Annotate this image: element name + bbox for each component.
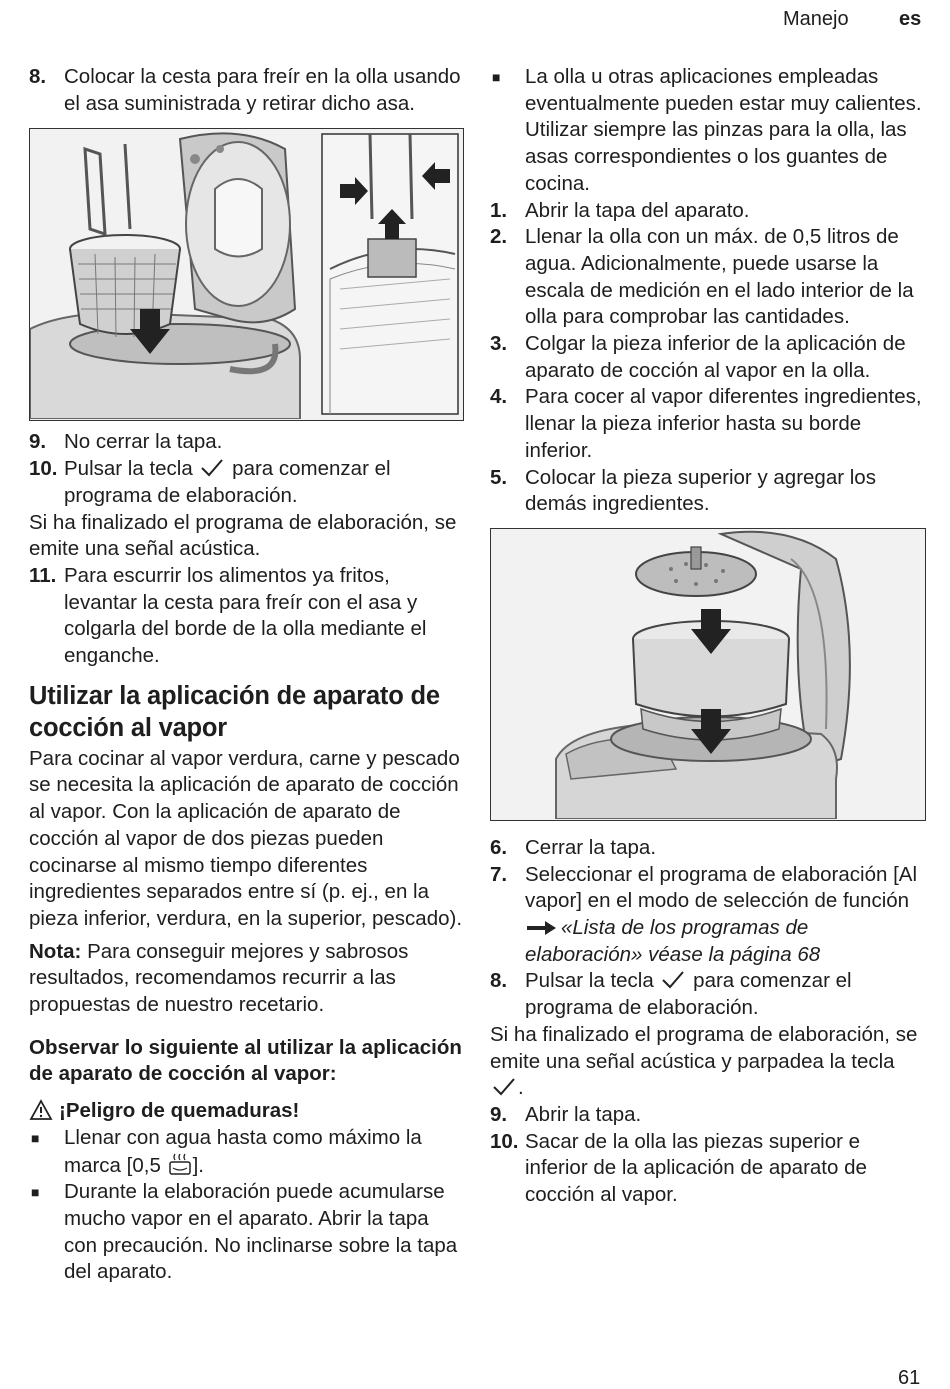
checkmark-key-icon	[198, 458, 226, 478]
bullet-text-post: ].	[192, 1153, 204, 1177]
steam-mark-icon	[167, 1152, 193, 1176]
step-text-pre: Pulsar la tecla	[525, 969, 654, 993]
checkmark-key-icon	[490, 1077, 518, 1097]
bullet-hot-parts	[490, 64, 926, 198]
completion-paragraph-right	[490, 1022, 926, 1102]
bullet-mark: ■	[492, 69, 501, 85]
note-paragraph	[29, 939, 464, 1019]
step-number: 1.	[490, 198, 508, 222]
step-number: 8.	[29, 65, 47, 88]
para-text-post: .	[518, 1076, 524, 1100]
step-text: Llenar la olla con un máx. de 0,5 litros de agua. Adicionalmente, puede usarse la escala de medición en el lado interior de la olla para comprobar las cantidades.	[525, 225, 914, 329]
fryer-basket-illustration	[29, 128, 464, 421]
danger-warning	[29, 1098, 464, 1125]
step-number: 2.	[490, 225, 508, 249]
bullet-text: La olla u otras aplicaciones empleadas eventualmente pueden estar muy calientes. Utilizar siempre las pinzas para la olla, las asas correspondientes o los guantes de cocina.	[525, 65, 922, 195]
header-section-title: Manejo	[783, 8, 849, 30]
bullet-mark: ■	[31, 1129, 40, 1146]
step-5-right	[490, 465, 926, 518]
step-text: Cerrar la tapa.	[525, 835, 657, 859]
step-text: Colocar la pieza superior y agregar los demás ingredientes.	[525, 465, 876, 516]
note-text: Para conseguir mejores y sabrosos resultados, recomendamos recurrir a las propuestas de nuestro recetario.	[29, 939, 409, 1017]
step-text-post: para comenzar el programa de elaboración.	[525, 969, 852, 1020]
step-8-left	[29, 64, 464, 117]
arrow-right-icon	[527, 921, 557, 935]
step-text: Para cocer al vapor diferentes ingredientes, llenar la pieza inferior hasta su borde inferior.	[525, 385, 922, 462]
step-number: 9.	[490, 1102, 508, 1126]
step-text: Colocar la cesta para freír en la olla usando el asa suministrada y retirar dicho asa.	[64, 65, 461, 115]
observe-heading: Observar lo siguiente al utilizar la aplicación de aparato de cocción al vapor:	[29, 1035, 462, 1086]
note-label: Nota:	[29, 939, 82, 963]
intro-paragraph: Para cocinar al vapor verdura, carne y pescado se necesita la aplicación de aparato de cocción al vapor. Con la aplicación de aparato de cocción al vapor de dos piezas pueden cocinarse al mismo tiempo diferentes ingredientes separados entre sí (p. ej., en la pieza inferior, verdura, en la superior, pescado).	[29, 746, 463, 930]
step-2-right	[490, 224, 926, 331]
step-10-left	[29, 456, 464, 509]
step-8-right	[490, 968, 926, 1021]
bullet-text: Durante la elaboración puede acumularse mucho vapor en el aparato. Abrir la tapa con precaución. No inclinarse sobre la tapa del aparato.	[64, 1180, 458, 1284]
step-number: 8.	[490, 969, 508, 993]
header-language-code: es	[899, 8, 922, 30]
step-text-pre: Pulsar la tecla	[64, 457, 193, 481]
step-text-pre: Seleccionar el programa de elaboración [Al vapor] en el modo de selección de función	[525, 862, 918, 913]
step-text: Para escurrir los alimentos ya fritos, levantar la cesta para freír con el asa y colgarla del borde de la olla mediante el enganche.	[64, 563, 427, 668]
section-heading: Utilizar la aplicación de aparato de cocción al vapor	[29, 681, 440, 742]
step-text-post: para comenzar el programa de elaboración.	[64, 457, 391, 507]
step-number: 7.	[490, 862, 508, 886]
step-text: No cerrar la tapa.	[64, 430, 223, 454]
step-9-left	[29, 429, 464, 456]
step-number: 4.	[490, 385, 508, 409]
step-3-right	[490, 331, 926, 384]
fryer-basket-drawing	[30, 129, 462, 419]
checkmark-key-icon	[659, 970, 687, 990]
step-text: Sacar de la olla las piezas superior e inferior de la aplicación de aparato de cocción al vapor.	[525, 1129, 867, 1207]
step-4-right	[490, 384, 926, 464]
left-column	[29, 64, 464, 1286]
steamer-insert-illustration	[490, 528, 926, 821]
step-9-right	[490, 1102, 926, 1129]
step-text: Colgar la pieza inferior de la aplicación de aparato de cocción al vapor en la olla.	[525, 332, 906, 382]
step-number: 6.	[490, 835, 508, 859]
para-text-pre: Si ha finalizado el programa de elaboración, se emite una señal acústica y parpadea la tecla	[490, 1022, 918, 1073]
step-number: 5.	[490, 465, 508, 489]
danger-text: ¡Peligro de quemaduras!	[59, 1099, 300, 1123]
step-number: 10.	[490, 1129, 519, 1153]
bullet-mark: ■	[31, 1184, 40, 1201]
step-10-right	[490, 1129, 926, 1209]
step-number: 9.	[29, 430, 47, 454]
step-1-right	[490, 198, 926, 225]
step-text: Abrir la tapa.	[525, 1102, 642, 1126]
step-number: 3.	[490, 332, 508, 356]
page-number: 61	[898, 1367, 921, 1389]
step-7-right	[490, 862, 926, 969]
step-number: 10.	[29, 457, 58, 481]
warning-triangle-icon	[29, 1099, 53, 1121]
step-text: Abrir la tapa del aparato.	[525, 198, 750, 222]
completion-paragraph: Si ha finalizado el programa de elaboración, se emite una señal acústica.	[29, 510, 457, 561]
page-reference-link[interactable]: «Lista de los programas de elaboración» véase la página 68	[525, 916, 821, 966]
bullet-text-pre: Llenar con agua hasta como máximo la marca [0,5	[64, 1125, 422, 1177]
bullet-fill-water	[29, 1125, 464, 1179]
step-11-left	[29, 563, 464, 670]
step-6-right	[490, 835, 926, 862]
steamer-insert-drawing	[491, 529, 924, 819]
bullet-steam-caution	[29, 1179, 464, 1286]
right-column	[490, 64, 926, 1209]
step-number: 11.	[29, 563, 57, 587]
